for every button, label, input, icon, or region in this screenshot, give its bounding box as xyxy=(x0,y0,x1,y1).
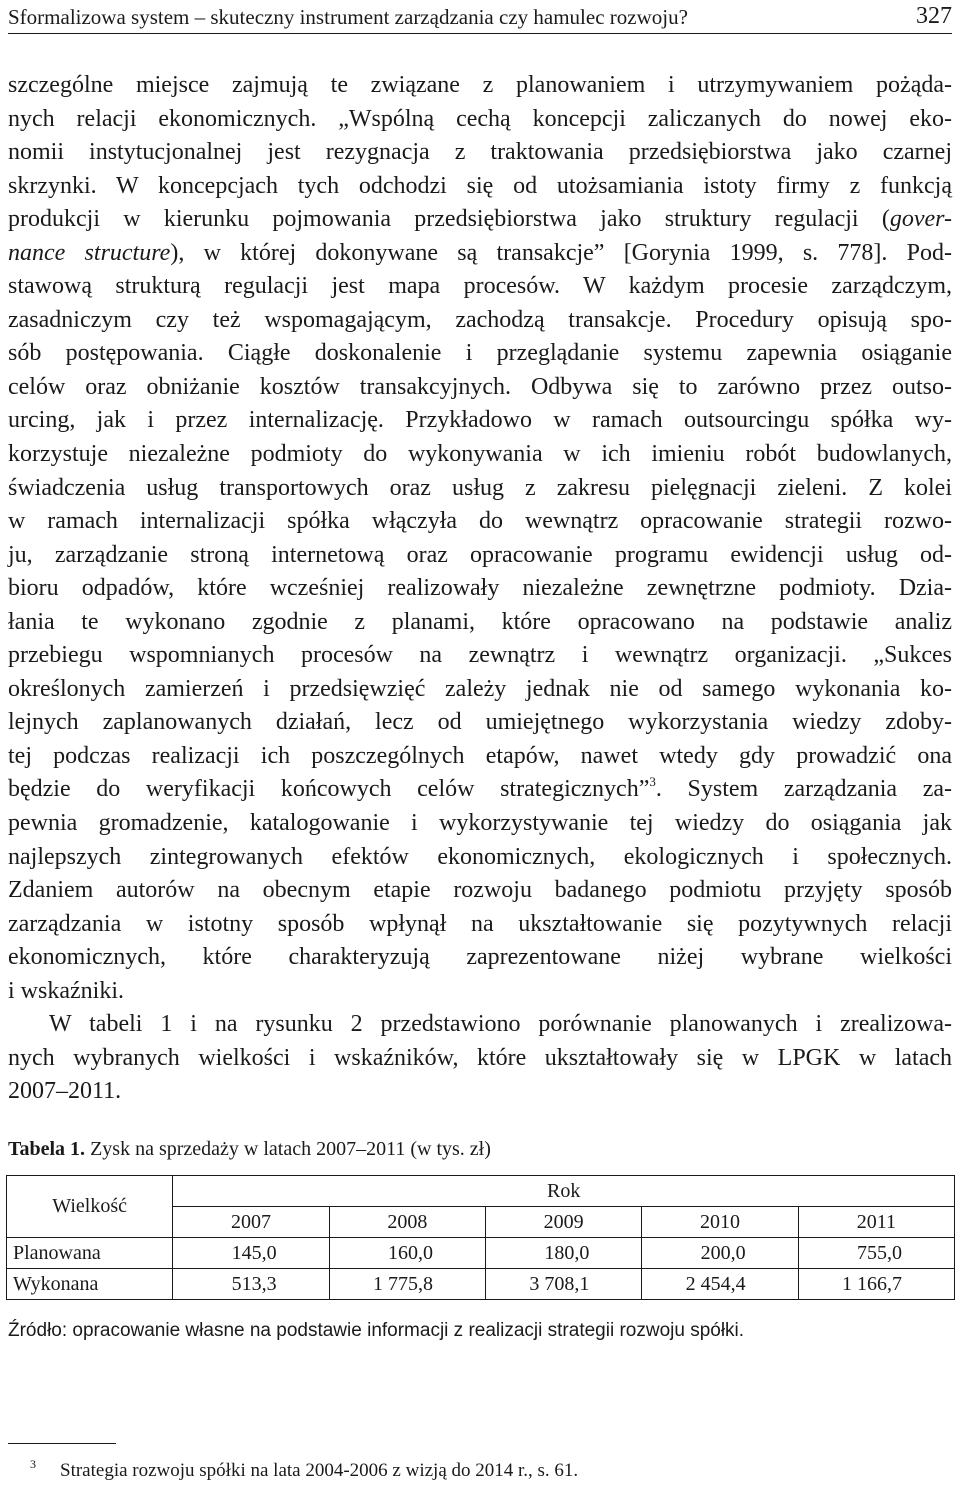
table-cell: 145,0 xyxy=(173,1238,329,1269)
group-header-rok: Rok xyxy=(173,1176,955,1207)
text-line: tej podczas realizacji ich poszczególnych etapów, nawet wtedy gdy prowadzić ona xyxy=(8,742,952,769)
text-line: ekonomicznych, które charakteryzują zaprezentowane niżej wybrane wielkości xyxy=(8,944,952,971)
profit-table xyxy=(6,1175,955,1300)
table-cell: 2 454,4 xyxy=(642,1269,798,1300)
text-line: szczególne miejsce zajmują te związane z planowaniem i utrzymywaniem pożąda- xyxy=(8,72,952,98)
table-cell: 3 708,1 xyxy=(486,1269,642,1300)
text-line: bioru odpadów, które wcześniej realizowały niezależne zewnętrzne podmioty. Dzia- xyxy=(8,575,952,602)
text-line: pewnia gromadzenie, katalogowanie i wykorzystywanie tej wiedzy do osiągania jak xyxy=(8,810,952,837)
table-caption-label: Tabela 1. xyxy=(8,1138,86,1160)
text-line: korzystuje niezależne podmioty do wykonywania w ich imieniu robót budowlanych, xyxy=(8,441,952,468)
footnote xyxy=(30,1457,578,1482)
italic-term: nance structure xyxy=(8,239,171,266)
page-number: 327 xyxy=(916,3,952,29)
text-line: najlepszych zintegrowanych efektów ekonomicznych, ekologicznych i społecznych. xyxy=(8,843,952,870)
text-line: Zdaniem autorów na obecnym etapie rozwoju badanego podmiotu przyjęty sposób xyxy=(8,877,952,904)
header-rule xyxy=(8,33,952,34)
table-row xyxy=(7,1238,955,1269)
text-line: urcing, jak i przez internalizację. Przykładowo w ramach outsourcingu spółka wy- xyxy=(8,407,952,434)
text-line: w ramach internalizacji spółka włączyła do wewnątrz opracowanie strategii rozwo- xyxy=(8,508,952,535)
text-line: zarządzania w istotny sposób wpłynął na ukształtowanie się pozytywnych relacji xyxy=(8,910,952,937)
running-header xyxy=(8,2,952,30)
table-source: Źródło: opracowanie własne na podstawie informacji z realizacji strategii rozwoju spółki. xyxy=(8,1320,745,1341)
text-line: produkcji w kierunku pojmowania przedsiębiorstwa jako struktury regulacji (gover- xyxy=(8,206,952,233)
text-line: nych relacji ekonomicznych. „Wspólną cechą koncepcji zaliczanych do nowej eko- xyxy=(8,105,952,132)
table-cell: 513,3 xyxy=(173,1269,329,1300)
year-header: 2009 xyxy=(486,1207,642,1238)
text-line: sób postępowania. Ciągłe doskonalenie i przeglądanie systemu zapewnia osiąganie xyxy=(8,340,952,367)
text-line: nych wybranych wielkości i wskaźników, które ukształtowały się w LPGK w latach xyxy=(8,1044,952,1071)
footnote-rule xyxy=(8,1443,116,1444)
text-line: określonych zamierzeń i przedsięwzięć zależy jednak nie od samego wykonania ko- xyxy=(8,675,952,702)
text-line: przebiegu wspomnianych procesów na zewnątrz i wewnątrz organizacji. „Sukces xyxy=(8,642,952,669)
body-text xyxy=(8,69,952,1109)
footnote-text: Strategia rozwoju spółki na lata 2004-2006 z wizją do 2014 r., s. 61. xyxy=(60,1460,579,1481)
table-cell: 755,0 xyxy=(798,1238,954,1269)
year-header: 2011 xyxy=(798,1207,954,1238)
table-caption xyxy=(8,1138,491,1161)
table-row xyxy=(7,1269,955,1300)
table-header-row xyxy=(7,1176,955,1207)
text-line: stawową strukturą regulacji jest mapa procesów. W każdym procesie zarządczym, xyxy=(8,273,952,300)
table-cell: 180,0 xyxy=(486,1238,642,1269)
text-line: 2007–2011. xyxy=(8,1078,122,1105)
text-line: skrzynki. W koncepcjach tych odchodzi się od utożsamiania istoty firmy z funkcją xyxy=(8,172,952,199)
text-line: nomii instytucjonalnej jest rezygnacja z traktowania przedsiębiorstwa jako czarnej xyxy=(8,139,952,166)
text-line: i wskaźniki. xyxy=(8,977,124,1004)
italic-term: gover- xyxy=(889,206,952,233)
table-cell: 200,0 xyxy=(642,1238,798,1269)
table-cell: 1 775,8 xyxy=(329,1269,485,1300)
year-header: 2010 xyxy=(642,1207,798,1238)
year-header: 2008 xyxy=(329,1207,485,1238)
text-line: świadczenia usług transportowych oraz usług z zakresu pielęgnacji zieleni. Z kolei xyxy=(8,474,952,501)
text-line: zasadniczym czy też wspomagającym, zachodzą transakcje. Procedury opisują spo- xyxy=(8,306,952,333)
text-fragment: będzie do weryfikacji końcowych celów strategicznych” xyxy=(8,776,650,803)
year-header: 2007 xyxy=(173,1207,329,1238)
table-caption-text: Zysk na sprzedaży w latach 2007–2011 (w tys. zł) xyxy=(85,1138,491,1160)
row-label: Wykonana xyxy=(7,1269,173,1300)
table-cell: 160,0 xyxy=(329,1238,485,1269)
row-label: Planowana xyxy=(7,1238,173,1269)
table-cell: 1 166,7 xyxy=(798,1269,954,1300)
text-fragment: . System zarządzania za- xyxy=(655,776,953,803)
column-header-wielkosc: Wielkość xyxy=(7,1176,173,1238)
footnote-mark: 3 xyxy=(30,1457,36,1471)
text-line: ju, zarządzanie stroną internetową oraz opracowanie programu ewidencji usług od- xyxy=(8,541,952,568)
footnote-ref: 3 xyxy=(649,774,656,790)
running-title: Sformalizowa system – skuteczny instrument zarządzania czy hamulec rozwoju? xyxy=(8,5,688,29)
text-line: W tabeli 1 i na rysunku 2 przedstawiono porównanie planowanych i zrealizowa- xyxy=(49,1011,952,1038)
text-line-with-footnote xyxy=(8,773,952,807)
text-line: nance structure), w której dokonywane są transakcje” [Gorynia 1999, s. 778]. Pod- xyxy=(8,239,952,266)
text-line: celów oraz obniżanie kosztów transakcyjnych. Odbywa się to zarówno przez outso- xyxy=(8,373,952,400)
text-line: łania te wykonano zgodnie z planami, które opracowano na podstawie analiz xyxy=(8,608,952,635)
text-line: lejnych zaplanowanych działań, lecz od umiejętnego wykorzystania wiedzy zdoby- xyxy=(8,709,952,736)
